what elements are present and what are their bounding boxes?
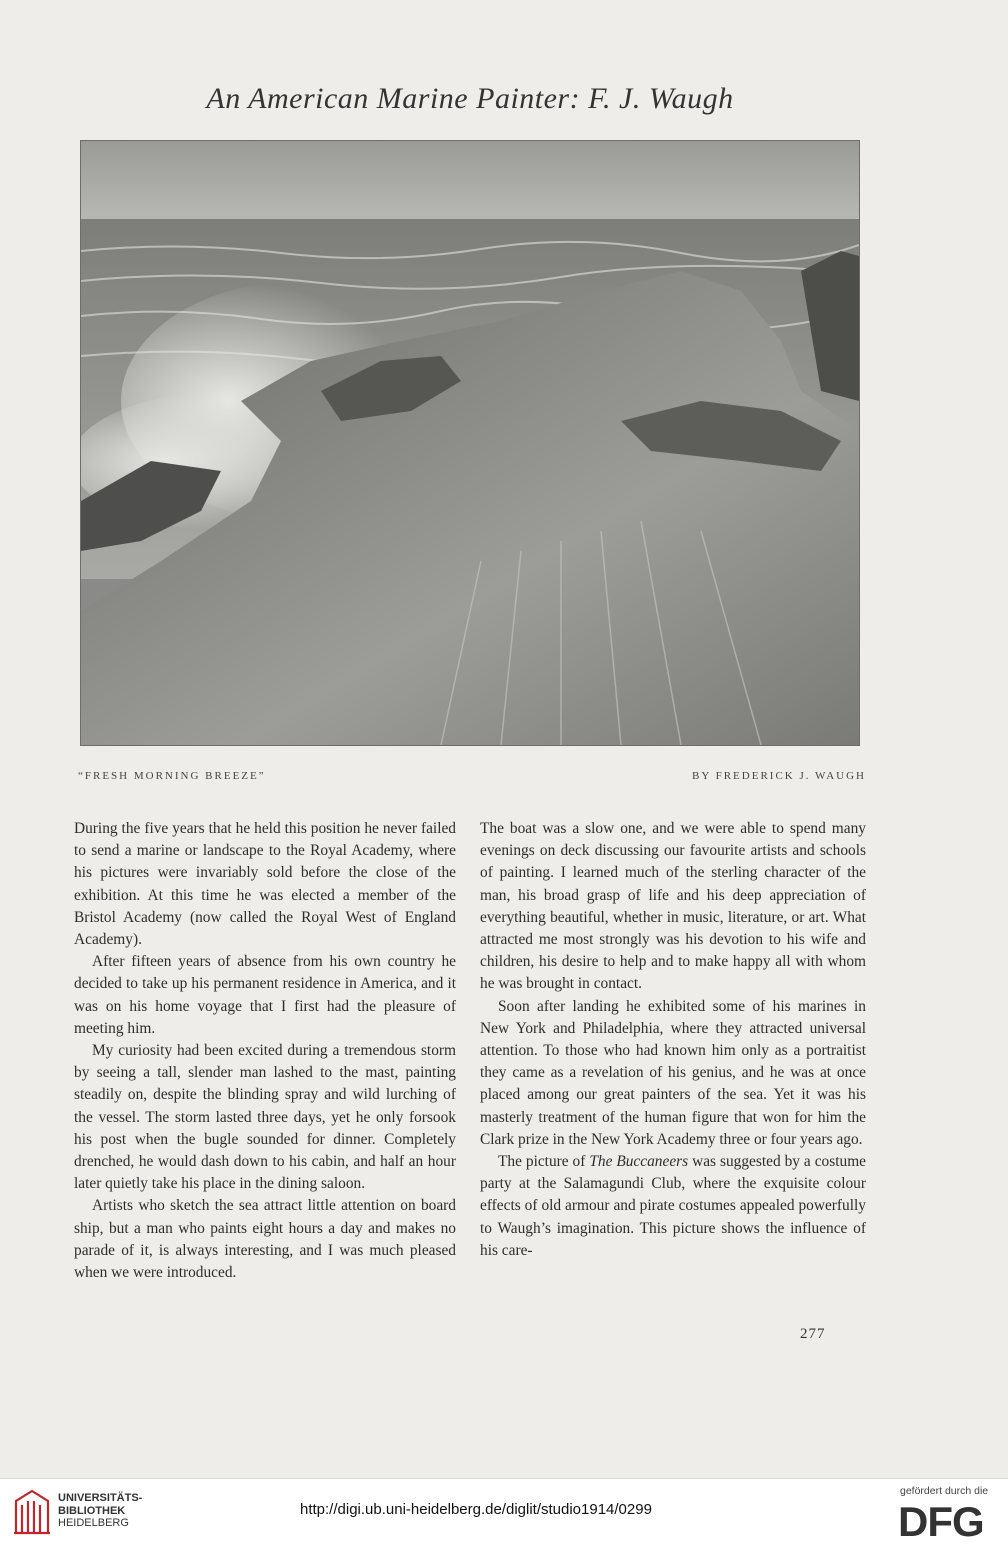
digitization-footer [0,1478,1008,1552]
paragraph: During the five years that he held this position he never failed to send a marine or landscape to the Royal Academy, where his pictures were invariably sold before the close of the exhibition. At this time he was elected a member of the Bristol Academy (now called the Royal West of England Academy). [74,820,456,949]
paragraph-text: was suggested by a costume party at the Salamagundi Club, where the exquisite colour effects of old armour and pirate costumes appealed powerfully to Waugh’s imagination. This picture shows the influence of his care- [480,1153,866,1259]
funding-note: gefördert durch die [900,1485,989,1497]
paragraph: After fifteen years of absence from his own country he decided to take up his permanent residence in America, and it was on his home voyage that I first had the pleasure of meeting him. [74,953,456,1037]
library-name-line: BIBLIOTHEK [58,1504,126,1517]
running-title: An American Marine Painter: F. J. Waugh [206,82,734,115]
plate-caption-artist: BY FREDERICK J. WAUGH [691,770,866,782]
paragraph: The boat was a slow one, and we were able to spend many evenings on deck discussing our favourite artists and schools of painting. I learned much of the sterling character of the man, his broad grasp of life and his deep appreciation of everything beautiful, whether in music, literature, or art. What attracted me most strongly was his devotion to his wife and children, his desire to help and to make happy all with whom he was brought in contact. [480,820,866,993]
university-library-logo-icon [12,1487,52,1537]
painting-title: The Buccaneers [589,1153,689,1171]
paragraph: Soon after landing he exhibited some of his marines in New York and Philadelphia, where they attracted universal attention. To those who had known him only as a portraitist they came as a revelation of his genius, and he was at once placed among our great painters of the sea. Yet it was his masterly treatment of the human figure that won for him the Clark prize in the New York Academy three or four years ago. [480,997,866,1148]
paragraph: My curiosity had been excited during a tremendous storm by seeing a tall, slender man lashed to the mast, painting steadily on, despite the blinding spray and wild lurching of the vessel. The storm lasted three days, yet he only forsook his post when the bugle sounded for dinner. Completely drenched, he would dash down to his cabin, and half an hour later quietly take his place in the dining saloon. [74,1042,456,1193]
page-number: 277 [800,1326,826,1342]
seascape-painting-icon [81,141,859,745]
library-name-line: HEIDELBERG [58,1517,129,1529]
permalink-url[interactable]: http://digi.ub.uni-heidelberg.de/diglit/studio1914/0299 [300,1501,652,1518]
text-column-left [74,818,456,1284]
plate-caption-title: “FRESH MORNING BREEZE” [78,770,266,782]
paragraph [480,1151,866,1262]
dfg-logo: DFG [898,1498,984,1545]
library-name [58,1492,142,1530]
text-column-right [480,818,866,1262]
painting-plate [80,140,860,746]
paragraph: Artists who sketch the sea attract little attention on board ship, but a man who paints eight hours a day and makes no parade of it, is always interesting, and I was much pleased when we were introduced. [74,1197,456,1282]
library-name-line: UNIVERSITÄTS- [58,1492,143,1504]
paragraph-text: The picture of [498,1153,590,1171]
